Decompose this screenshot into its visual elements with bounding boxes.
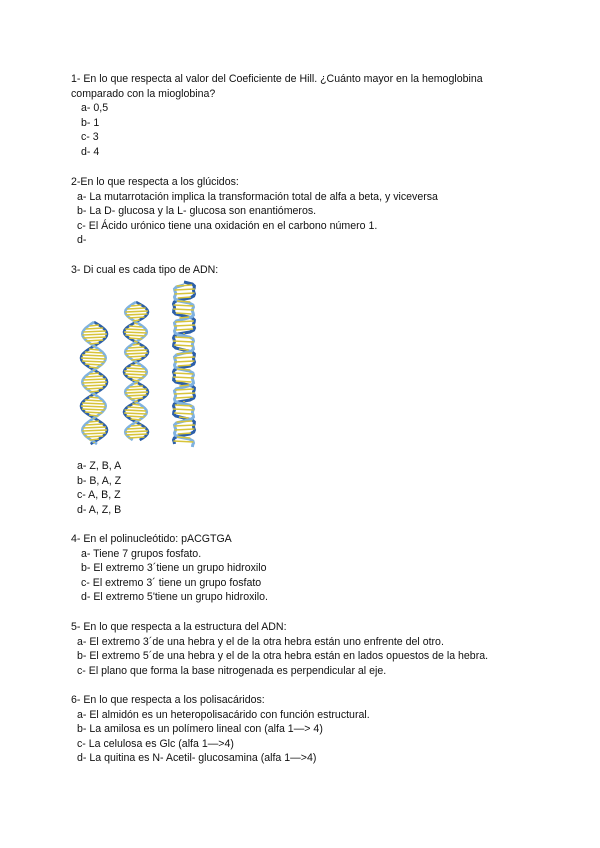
dna-base-pair — [124, 332, 147, 333]
dna-base-pair — [174, 425, 195, 426]
dna-base-pair — [134, 323, 138, 324]
dna-base-pair — [179, 349, 189, 350]
question-3-option-d: d- A, Z, B — [77, 503, 122, 516]
dna-base-pair — [129, 338, 142, 339]
question-3-options — [71, 459, 571, 517]
dna-base-pair — [82, 334, 107, 335]
dna-forms-image — [76, 280, 216, 458]
dna-base-pair — [178, 297, 191, 298]
dna-base-pair — [128, 407, 144, 408]
question-3-option-c: c- A, B, Z — [77, 489, 121, 502]
dna-base-pair — [127, 356, 145, 357]
dna-base-pair — [175, 337, 193, 338]
dna-base-pair — [174, 305, 194, 306]
question-5-text: 5- En lo que respecta a la estructura del ADN: — [71, 621, 287, 633]
question-2 — [71, 175, 571, 248]
dna-base-pair — [131, 425, 141, 426]
dna-base-pair — [86, 424, 104, 425]
dna-base-pair — [127, 428, 145, 429]
dna-base-pair — [125, 374, 147, 375]
dna-base-pair — [132, 380, 139, 381]
dna-base-pair — [177, 285, 193, 286]
dna-base-pair — [85, 364, 103, 365]
dna-base-pair — [177, 421, 193, 422]
dna-base-pair — [128, 347, 144, 348]
question-1-text: 1- En lo que respecta al valor del Coeficiente de Hill. ¿Cuánto mayor en la hemoglobina — [71, 73, 483, 85]
dna-base-pair — [173, 377, 194, 378]
dna-base-pair — [174, 325, 195, 326]
dna-base-pair — [173, 309, 194, 310]
dna-base-pair — [125, 311, 148, 312]
dna-base-pair — [134, 401, 138, 402]
dna-base-pair — [130, 398, 143, 399]
dna-base-pair — [127, 308, 145, 309]
dna-base-pair — [82, 382, 107, 383]
dna-base-pair — [90, 391, 100, 392]
dna-base-pair — [85, 400, 103, 401]
dna-base-pair — [90, 421, 100, 422]
question-4-option-a: a- Tiene 7 grupos fosfato. — [81, 547, 202, 560]
dna-base-pair — [176, 397, 194, 398]
question-3-option-a: a- Z, B, A — [77, 460, 122, 472]
question-2-option-a: a- La mutarrotación implica la transformación total de alfa a beta, y viceversa — [77, 190, 438, 203]
dna-base-pair — [126, 389, 146, 390]
dna-base-pair — [89, 349, 99, 350]
dna-base-pair — [83, 331, 106, 332]
dna-base-pair — [83, 385, 106, 386]
dna-base-pair — [125, 431, 148, 432]
dna-base-pair — [90, 343, 100, 344]
question-5 — [71, 620, 571, 678]
dna-base-pair — [83, 433, 106, 434]
question-1-option-b: b- 1 — [81, 116, 100, 129]
dna-helix-left — [81, 322, 107, 444]
dna-base-pair — [86, 388, 104, 389]
dna-base-pair — [126, 395, 146, 396]
question-6-option-b: b- La amilosa es un polímero lineal con (alfa 1—> 4) — [77, 723, 323, 736]
dna-base-pair — [174, 413, 193, 414]
dna-base-pair — [86, 340, 104, 341]
dna-base-pair — [126, 314, 148, 315]
dna-base-pair — [81, 406, 106, 407]
dna-base-pair — [85, 352, 103, 353]
dna-base-pair — [124, 413, 147, 414]
dna-base-pair — [126, 368, 144, 369]
dna-base-pair — [176, 329, 194, 330]
question-2-option-d: d- — [77, 234, 87, 247]
dna-base-pair — [130, 386, 143, 387]
dna-base-pair — [175, 405, 193, 406]
dna-base-pair — [177, 369, 190, 370]
dna-base-pair — [85, 412, 103, 413]
question-6-option-c: c- La celulosa es Glc (alfa 1—>4) — [77, 737, 234, 750]
dna-base-pair — [82, 355, 105, 356]
question-2-option-c: c- El Ácido urónico tiene una oxidación en el carbono número 1. — [77, 219, 378, 232]
question-1-option-d: d- 4 — [81, 145, 100, 158]
question-2-option-b: b- La D- glucosa y la L- glucosa son enantiómeros. — [77, 205, 317, 218]
question-5-option-b: b- El extremo 5´de una hebra y el de la otra hebra están en lados opuestos de la hebra. — [77, 650, 489, 663]
question-4-text: 4- En el polinucleótido: pACGTGA — [71, 533, 232, 545]
dna-base-pair — [177, 301, 190, 302]
dna-base-pair — [128, 377, 144, 378]
dna-base-pair — [129, 326, 142, 327]
dna-base-pair — [177, 353, 193, 354]
dna-base-pair — [82, 409, 105, 410]
question-4-option-d: d- El extremo 5'tiene un grupo hidroxilo. — [81, 591, 268, 604]
question-2-text: 2-En lo que respecta a los glúcidos: — [71, 176, 239, 188]
dna-base-pair — [179, 385, 189, 386]
dna-base-pair — [82, 361, 105, 362]
dna-base-pair — [176, 313, 192, 314]
dna-base-pair — [83, 337, 106, 338]
dna-base-pair — [125, 353, 148, 354]
dna-base-pair — [177, 437, 190, 438]
dna-base-pair — [175, 293, 195, 294]
dna-base-pair — [83, 379, 106, 380]
dna-base-pair — [124, 371, 147, 372]
question-4-option-c: c- El extremo 3´ tiene un grupo fosfato — [81, 576, 262, 589]
dna-base-pair — [128, 317, 144, 318]
dna-base-pair — [174, 345, 193, 346]
dna-base-pair — [83, 427, 106, 428]
dna-base-pair — [178, 365, 191, 366]
question-3-option-b: b- B, A, Z — [77, 474, 122, 487]
dna-base-pair — [125, 410, 147, 411]
dna-base-pair — [174, 289, 195, 290]
dna-base-pair — [174, 441, 194, 442]
dna-base-pair — [89, 397, 99, 398]
dna-base-pair — [125, 392, 148, 393]
dna-base-pair — [125, 329, 145, 330]
dna-base-pair — [89, 367, 99, 368]
dna-base-pair — [82, 403, 105, 404]
dna-base-pair — [131, 359, 141, 360]
dna-base-pair — [178, 433, 191, 434]
question-5-option-c: c- El plano que forma la base nitrogenada es perpendicular al eje. — [77, 664, 387, 677]
dna-base-pair — [132, 404, 139, 405]
question-1 — [71, 72, 571, 160]
dna-base-pair — [134, 383, 138, 384]
question-3-text: 3- Di cual es cada tipo de ADN: — [71, 264, 219, 276]
dna-base-pair — [86, 328, 104, 329]
dna-base-pair — [173, 409, 194, 410]
dna-base-pair — [90, 373, 100, 374]
question-6-option-a: a- El almidón es un heteropolisacárido con función estructural. — [77, 708, 370, 721]
dna-base-pair — [86, 376, 104, 377]
dna-base-pair — [89, 415, 99, 416]
question-1-text-cont: comparado con la mioglobina? — [71, 87, 216, 100]
dna-base-pair — [81, 358, 106, 359]
question-5-option-a: a- El extremo 3´de una hebra y el de la otra hebra están uno enfrente del otro. — [77, 635, 444, 648]
dna-base-pair — [131, 365, 141, 366]
question-4 — [71, 532, 571, 605]
dna-base-pair — [175, 429, 195, 430]
dna-base-pair — [126, 416, 144, 417]
dna-base-pair — [90, 325, 100, 326]
dna-base-pair — [128, 437, 144, 438]
question-6-option-d: d- La quitina es N- Acetil- glucosamina (alfa 1—>4) — [77, 752, 317, 765]
dna-base-pair — [86, 436, 104, 437]
dna-base-pair — [176, 381, 192, 382]
dna-base-pair — [82, 430, 107, 431]
dna-base-pair — [174, 357, 195, 358]
dna-base-pair — [126, 350, 148, 351]
question-1-option-a: a- 0,5 — [81, 102, 109, 115]
dna-base-pair — [133, 344, 140, 345]
question-6-text: 6- En lo que respecta a los polisacáridos: — [71, 694, 265, 706]
dna-helix-middle — [124, 302, 148, 440]
question-4-option-b: b- El extremo 3´tiene un grupo hidroxilo — [81, 562, 267, 575]
dna-base-pair — [126, 434, 148, 435]
dna-base-pair — [133, 320, 140, 321]
dna-base-pair — [173, 341, 194, 342]
dna-base-pair — [179, 417, 189, 418]
dna-base-pair — [174, 373, 194, 374]
dna-base-pair — [131, 305, 141, 306]
dna-base-pair — [134, 341, 138, 342]
dna-base-pair — [174, 393, 195, 394]
dna-base-pair — [131, 419, 141, 420]
dna-base-pair — [175, 321, 194, 322]
dna-base-pair — [175, 389, 194, 390]
question-3 — [71, 263, 571, 278]
dna-helix-right — [173, 282, 195, 447]
question-1-option-c: c- 3 — [81, 131, 99, 144]
question-6 — [71, 693, 571, 766]
dna-base-pair — [90, 439, 100, 440]
dna-base-pair — [125, 335, 145, 336]
dna-base-pair — [179, 317, 189, 318]
dna-base-pair — [175, 361, 195, 362]
